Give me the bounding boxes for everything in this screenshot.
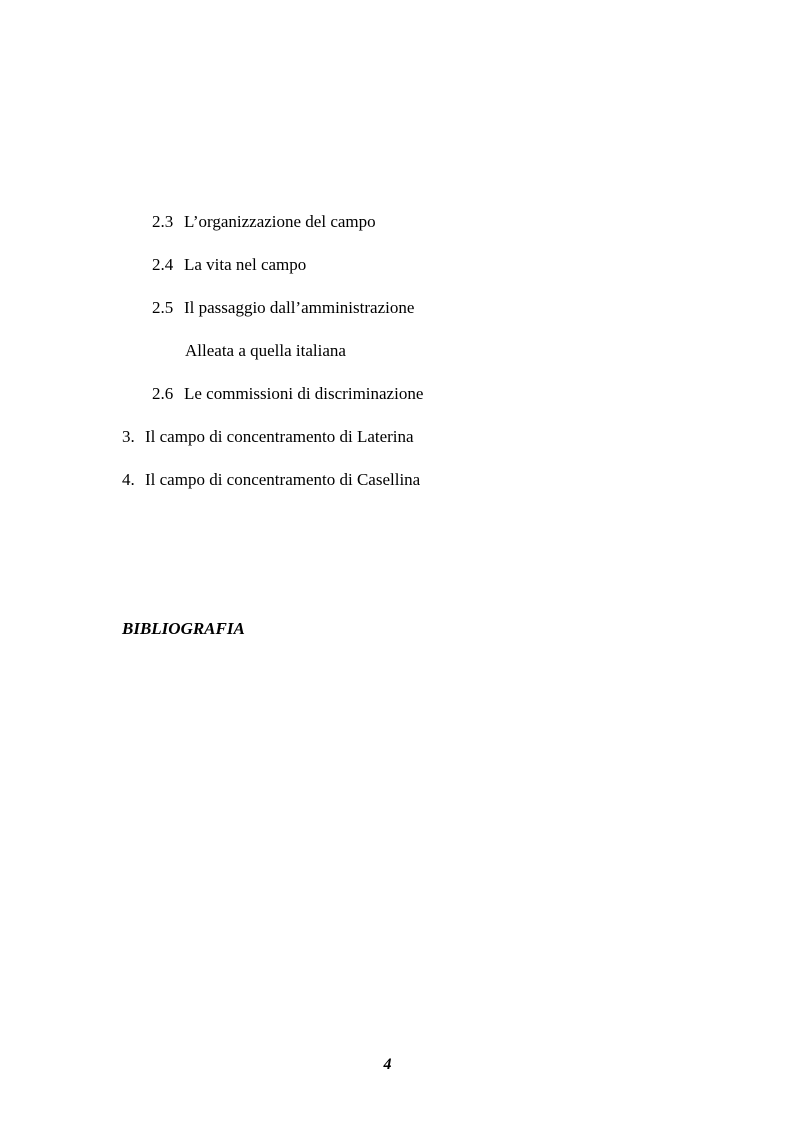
- toc-entry-number: 2.6: [152, 384, 174, 403]
- toc-entry-title: L’organizzazione del campo: [184, 212, 376, 231]
- toc-entry-2-3: [152, 212, 376, 232]
- toc-entry-2-5-continuation: [185, 341, 346, 361]
- toc-entry-number: 2.3: [152, 212, 174, 231]
- bibliography-heading: BIBLIOGRAFIA: [122, 619, 245, 638]
- toc-entry-2-4: [152, 255, 306, 275]
- toc-entry-title: Il campo di concentramento di Laterina: [145, 427, 414, 446]
- toc-entry-number: 3.: [122, 427, 135, 446]
- toc-entry-number: 4.: [122, 470, 135, 489]
- toc-entry-title: Le commissioni di discriminazione: [184, 384, 424, 403]
- toc-entry-title: Il passaggio dall’amministrazione: [184, 298, 415, 317]
- toc-entry-title: Il campo di concentramento di Casellina: [145, 470, 421, 489]
- toc-entry-title: La vita nel campo: [184, 255, 307, 274]
- page-number: 4: [383, 1056, 392, 1073]
- toc-entry-2-5: [152, 298, 414, 318]
- toc-entry-3: [122, 427, 414, 447]
- toc-entry-number: 2.5: [152, 298, 174, 317]
- toc-entry-2-6: [152, 384, 423, 404]
- toc-entry-4: [122, 470, 420, 490]
- toc-entry-title-continuation: Alleata a quella italiana: [185, 341, 346, 360]
- toc-entry-number: 2.4: [152, 255, 174, 274]
